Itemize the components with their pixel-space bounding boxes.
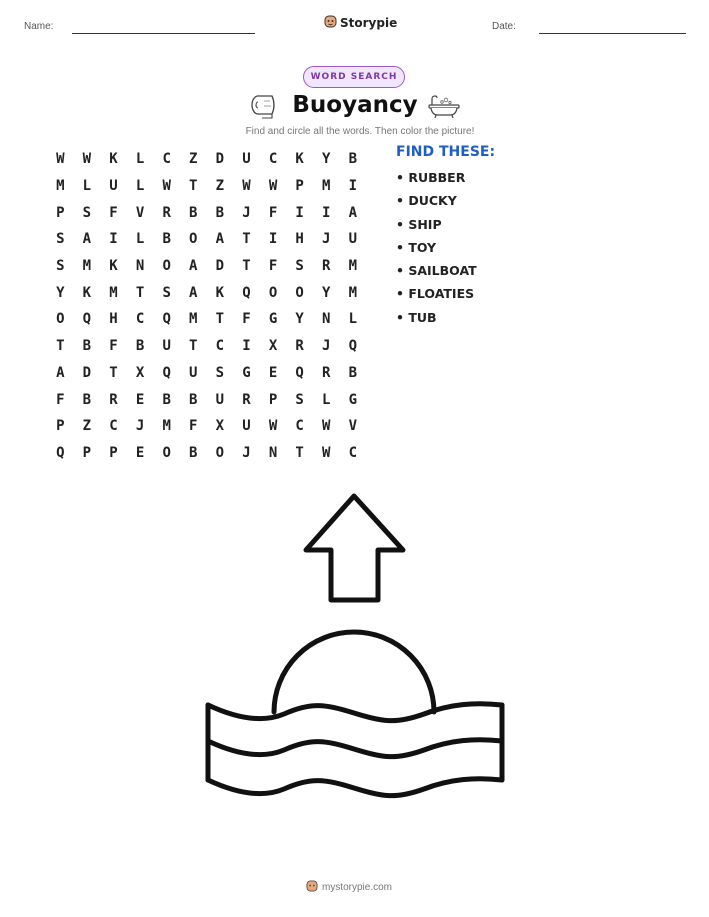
grid-letter[interactable]: D	[215, 258, 225, 275]
grid-letter[interactable]: N	[322, 311, 331, 328]
grid-letter[interactable]: U	[348, 231, 358, 248]
grid-letter[interactable]: B	[215, 204, 225, 221]
grid-letter[interactable]: V	[135, 204, 145, 221]
grid-letter[interactable]: B	[348, 151, 358, 168]
grid-letter[interactable]: S	[162, 284, 171, 301]
grid-letter[interactable]: K	[109, 258, 118, 275]
word-list-item: • TOY	[396, 239, 437, 255]
grid-letter[interactable]: A	[82, 231, 92, 248]
grid-letter[interactable]: Z	[82, 418, 92, 435]
grid-letter[interactable]: P	[56, 418, 65, 435]
word-list-item: • SHIP	[396, 216, 442, 232]
grid-letter[interactable]: B	[162, 391, 171, 408]
grid-letter[interactable]: D	[82, 364, 92, 381]
grid-letter[interactable]: M	[109, 284, 118, 301]
grid-letter[interactable]: M	[82, 258, 92, 275]
grid-letter[interactable]: U	[215, 391, 225, 408]
grid-letter[interactable]: Q	[82, 311, 92, 328]
grid-letter[interactable]: S	[295, 391, 304, 408]
name-label: Name:	[24, 21, 54, 32]
grid-letter[interactable]: F	[189, 418, 198, 435]
grid-letter[interactable]: P	[109, 444, 118, 461]
grid-letter[interactable]: Q	[348, 338, 358, 355]
grid-letter[interactable]: T	[215, 311, 225, 328]
grid-letter[interactable]: S	[215, 364, 225, 381]
grid-letter[interactable]: Y	[295, 311, 304, 328]
grid-letter[interactable]: C	[348, 444, 358, 461]
grid-letter[interactable]: A	[189, 284, 198, 301]
grid-letter[interactable]: L	[348, 311, 358, 328]
footer	[306, 879, 392, 896]
grid-letter[interactable]: K	[295, 151, 304, 168]
grid-letter[interactable]: S	[295, 258, 304, 275]
grid-letter[interactable]: M	[56, 178, 65, 195]
grid-letter[interactable]: L	[135, 151, 145, 168]
grid-letter[interactable]: H	[295, 231, 304, 248]
grid-letter[interactable]: Y	[56, 284, 65, 301]
grid-letter[interactable]: B	[189, 444, 198, 461]
grid-letter[interactable]: U	[162, 338, 171, 355]
grid-letter[interactable]: O	[56, 311, 65, 328]
grid-letter[interactable]: F	[268, 204, 278, 221]
grid-letter[interactable]: R	[295, 338, 304, 355]
grid-letter[interactable]: K	[215, 284, 225, 301]
grid-letter[interactable]: O	[162, 258, 171, 275]
grid-letter[interactable]: V	[348, 418, 358, 435]
word-list-item: • TUB	[396, 309, 437, 325]
grid-letter[interactable]: Q	[162, 311, 171, 328]
grid-letter[interactable]: T	[295, 444, 304, 461]
grid-letter[interactable]: Y	[322, 284, 331, 301]
word-list-item: • DUCKY	[396, 193, 457, 209]
grid-letter[interactable]: P	[295, 178, 304, 195]
grid-letter[interactable]: A	[348, 204, 358, 221]
grid-letter[interactable]: P	[268, 391, 278, 408]
grid-letter[interactable]: W	[162, 178, 171, 195]
grid-letter[interactable]: U	[189, 364, 198, 381]
storypie-logo-icon	[306, 879, 318, 896]
grid-letter[interactable]: K	[82, 284, 92, 301]
grid-letter[interactable]: L	[135, 231, 145, 248]
grid-letter[interactable]: Q	[162, 364, 171, 381]
grid-letter[interactable]: F	[109, 204, 118, 221]
grid-letter[interactable]: E	[135, 444, 145, 461]
word-list	[396, 170, 477, 333]
grid-letter[interactable]: I	[322, 204, 331, 221]
grid-letter[interactable]: S	[82, 204, 92, 221]
grid-letter[interactable]: C	[295, 418, 304, 435]
grid-letter[interactable]: X	[268, 338, 278, 355]
grid-letter[interactable]: T	[189, 338, 198, 355]
grid-letter[interactable]: R	[322, 258, 331, 275]
grid-letter[interactable]: T	[189, 178, 198, 195]
name-line[interactable]	[72, 33, 255, 34]
grid-letter[interactable]: G	[348, 391, 358, 408]
grid-letter[interactable]: A	[56, 364, 65, 381]
brand-logo	[324, 14, 397, 32]
grid-letter[interactable]: B	[189, 204, 198, 221]
grid-letter[interactable]: W	[82, 151, 92, 168]
grid-letter[interactable]: F	[242, 311, 251, 328]
grid-letter[interactable]: W	[322, 418, 331, 435]
storypie-logo-icon	[324, 14, 337, 32]
grid-letter[interactable]: U	[242, 151, 251, 168]
toilet-paper-icon	[250, 93, 278, 123]
grid-letter[interactable]: U	[242, 418, 251, 435]
grid-letter[interactable]: M	[348, 284, 358, 301]
letter-grid[interactable]	[47, 146, 367, 466]
grid-letter[interactable]: M	[322, 178, 331, 195]
grid-letter[interactable]: L	[82, 178, 92, 195]
grid-letter[interactable]: T	[135, 284, 145, 301]
grid-letter[interactable]: H	[109, 311, 118, 328]
grid-letter[interactable]: J	[242, 444, 251, 461]
grid-letter[interactable]: Q	[295, 364, 304, 381]
grid-letter[interactable]: M	[189, 311, 198, 328]
grid-letter[interactable]: A	[215, 231, 225, 248]
grid-letter[interactable]: O	[268, 284, 278, 301]
grid-letter[interactable]: Q	[242, 284, 251, 301]
grid-letter[interactable]: B	[82, 391, 92, 408]
grid-letter[interactable]: Q	[56, 444, 65, 461]
grid-letter[interactable]: Z	[215, 178, 225, 195]
word-list-item: • FLOATIES	[396, 286, 475, 302]
grid-letter[interactable]: J	[322, 231, 331, 248]
grid-letter[interactable]: Y	[322, 151, 331, 168]
find-these-heading: FIND THESE:	[396, 144, 496, 160]
grid-letter[interactable]: I	[348, 178, 358, 195]
grid-letter[interactable]: I	[242, 338, 251, 355]
grid-letter[interactable]: T	[56, 338, 65, 355]
grid-letter[interactable]: C	[135, 311, 145, 328]
grid-letter[interactable]: C	[162, 151, 171, 168]
grid-letter[interactable]: F	[109, 338, 118, 355]
grid-letter[interactable]: G	[242, 364, 251, 381]
grid-letter[interactable]: O	[189, 231, 198, 248]
grid-letter[interactable]: X	[135, 364, 145, 381]
grid-letter[interactable]: D	[215, 151, 225, 168]
buoyancy-arrow-waves-icon	[200, 488, 510, 812]
grid-letter[interactable]: B	[162, 231, 171, 248]
grid-letter[interactable]: S	[56, 231, 65, 248]
grid-letter[interactable]: N	[135, 258, 145, 275]
grid-letter[interactable]: O	[162, 444, 171, 461]
grid-letter[interactable]: W	[268, 418, 278, 435]
word-list-item: • RUBBER	[396, 170, 466, 185]
page-title: Buoyancy	[292, 92, 418, 118]
grid-letter[interactable]: K	[109, 151, 118, 168]
footer-url[interactable]: mystorypie.com	[322, 882, 393, 893]
grid-letter[interactable]: L	[322, 391, 331, 408]
grid-letter[interactable]: U	[109, 178, 118, 195]
bathtub-icon	[428, 95, 460, 123]
grid-letter[interactable]: O	[215, 444, 225, 461]
grid-letter[interactable]: R	[162, 204, 171, 221]
grid-letter[interactable]: B	[135, 338, 145, 355]
grid-letter[interactable]: C	[215, 338, 225, 355]
grid-letter[interactable]: C	[268, 151, 278, 168]
date-label: Date:	[492, 21, 516, 32]
grid-letter[interactable]: Z	[189, 151, 198, 168]
grid-letter[interactable]: J	[322, 338, 331, 355]
grid-letter[interactable]: J	[135, 418, 145, 435]
grid-letter[interactable]: S	[56, 258, 65, 275]
grid-letter[interactable]: W	[56, 151, 65, 168]
grid-letter[interactable]: C	[109, 418, 118, 435]
grid-letter[interactable]: W	[268, 178, 278, 195]
grid-letter[interactable]: E	[268, 364, 278, 381]
grid-letter[interactable]: T	[242, 258, 251, 275]
grid-letter[interactable]: P	[82, 444, 92, 461]
word-search-badge: WORD SEARCH	[303, 66, 405, 88]
grid-letter[interactable]: J	[242, 204, 251, 221]
grid-letter[interactable]: W	[242, 178, 251, 195]
grid-letter[interactable]: M	[348, 258, 358, 275]
grid-letter[interactable]: E	[135, 391, 145, 408]
word-list-item: • SAILBOAT	[396, 263, 477, 279]
grid-letter[interactable]: B	[348, 364, 358, 381]
grid-letter[interactable]: M	[162, 418, 171, 435]
grid-letter[interactable]: R	[322, 364, 331, 381]
grid-letter[interactable]: I	[109, 231, 118, 248]
grid-letter[interactable]: I	[268, 231, 278, 248]
date-line[interactable]	[539, 33, 686, 34]
grid-letter[interactable]: B	[82, 338, 92, 355]
grid-letter[interactable]: R	[109, 391, 118, 408]
grid-letter[interactable]: X	[215, 418, 225, 435]
grid-letter[interactable]: F	[56, 391, 65, 408]
grid-letter[interactable]: B	[189, 391, 198, 408]
grid-letter[interactable]: W	[322, 444, 331, 461]
grid-letter[interactable]: L	[135, 178, 145, 195]
brand-name: Storypie	[340, 16, 398, 30]
grid-letter[interactable]: I	[295, 204, 304, 221]
grid-letter[interactable]: A	[189, 258, 198, 275]
grid-letter[interactable]: T	[242, 231, 251, 248]
grid-letter[interactable]: R	[242, 391, 251, 408]
grid-letter[interactable]: G	[268, 311, 278, 328]
grid-letter[interactable]: O	[295, 284, 304, 301]
grid-letter[interactable]: P	[56, 204, 65, 221]
grid-letter[interactable]: N	[268, 444, 278, 461]
instructions: Find and circle all the words. Then color the picture!	[245, 126, 475, 137]
grid-letter[interactable]: F	[268, 258, 278, 275]
grid-letter[interactable]: T	[109, 364, 118, 381]
